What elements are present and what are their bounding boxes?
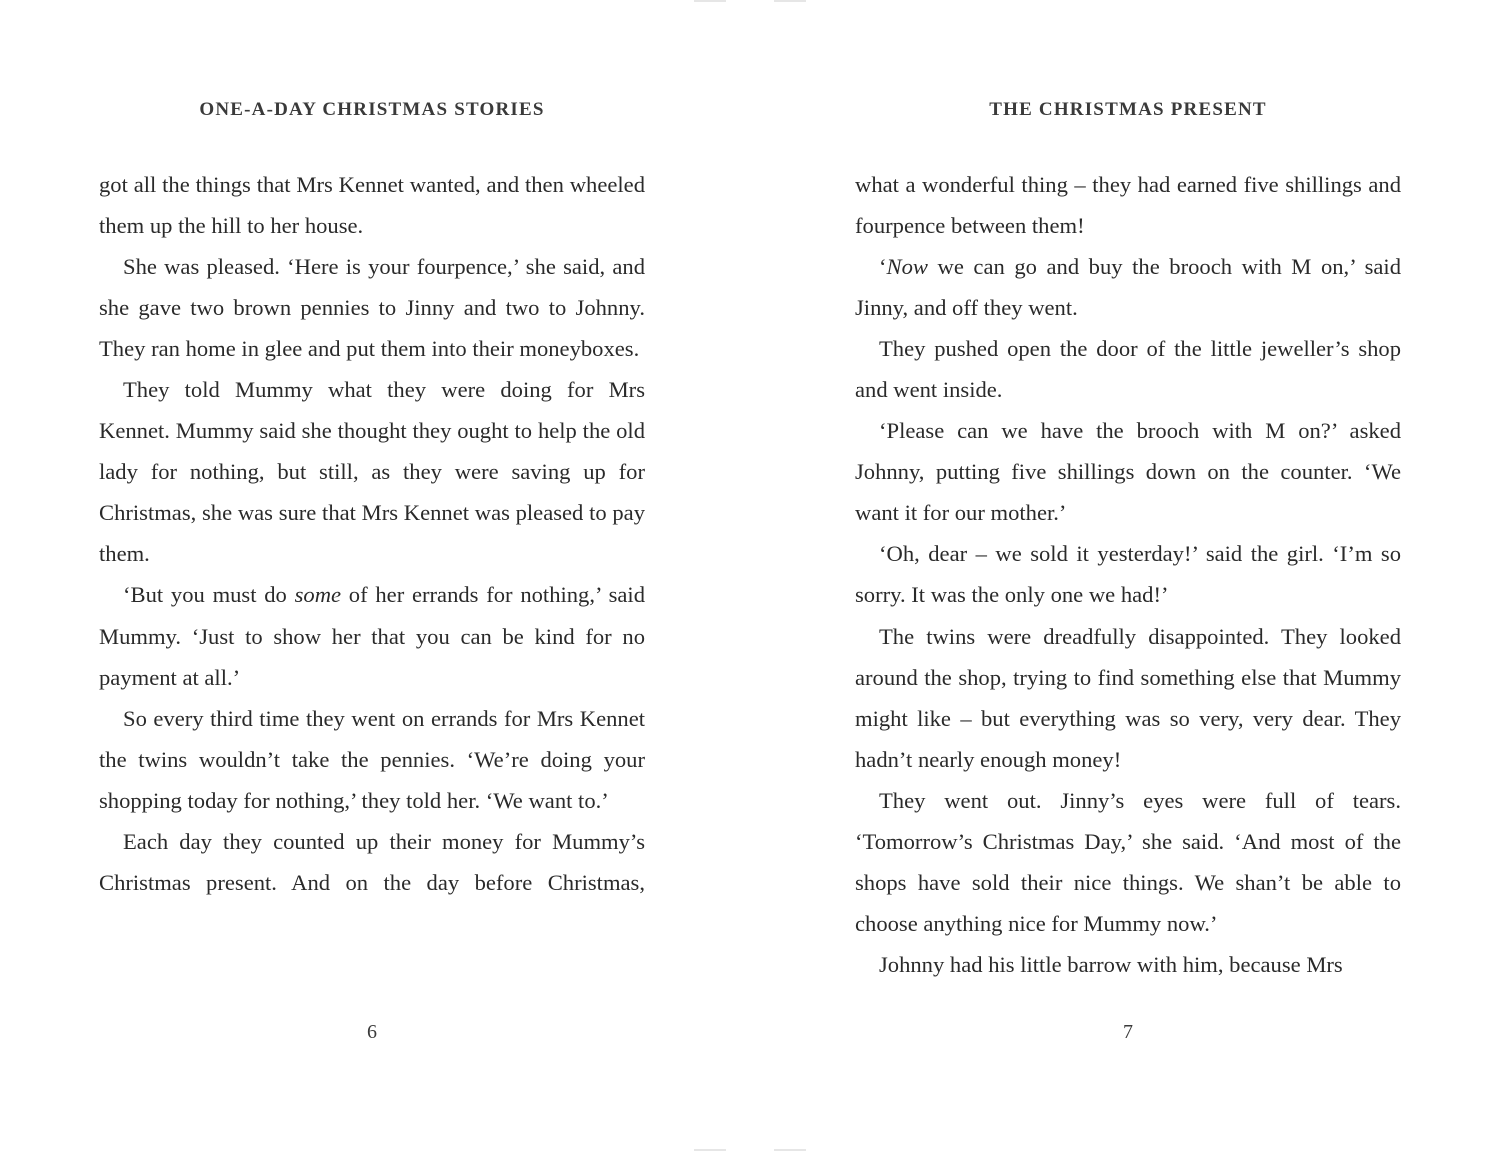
- left-page: [99, 0, 645, 1151]
- running-head-right: THE CHRISTMAS PRESENT: [989, 99, 1267, 120]
- text-run: ‘: [879, 254, 887, 280]
- running-head-left: ONE-A-DAY CHRISTMAS STORIES: [199, 99, 545, 120]
- text-run: of her errands for nothing,’ said Mummy. ‘Just to show her that you can be kind for no payment at all.’: [99, 582, 645, 690]
- paragraph: what a wonderful thing – they had earned five shillings and fourpence between them!: [855, 172, 1401, 239]
- text-run: ‘But you must do: [123, 582, 295, 608]
- paragraph: They pushed open the door of the little jeweller’s shop and went inside.: [855, 336, 1401, 403]
- paragraph: Each day they counted up their money for Mummy’s Christmas present. And on the day before Christmas,: [99, 828, 645, 895]
- paragraph: They went out. Jinny’s eyes were full of tears. ‘Tomorrow’s Christmas Day,’ she said. ‘And most of the shops have sold their nice things. We shan’t be able to choose anything nice for Mummy now.’: [855, 787, 1401, 936]
- paragraph: So every third time they went on errands for Mrs Kennet the twins wouldn’t take the pennies. ‘We’re doing your shopping today for nothing,’ they told her. ‘We want to.’: [99, 705, 645, 813]
- gutter-mark-top-left: [694, 0, 726, 2]
- emphasis-text: some: [294, 582, 342, 608]
- paragraph: Johnny had his little barrow with him, because Mrs: [879, 951, 1343, 977]
- paragraph: She was pleased. ‘Here is your fourpence,’ she said, and she gave two brown pennies to Jinny and two to Johnny. They ran home in glee and put them into their moneyboxes.: [99, 254, 645, 362]
- paragraph: [99, 574, 645, 697]
- paragraph: ‘Please can we have the brooch with M on?’ asked Johnny, putting five shillings down on the counter. ‘We want it for our mother.’: [855, 418, 1401, 526]
- right-page: [855, 0, 1401, 1151]
- gutter-mark-top-right: [774, 0, 806, 2]
- paragraph: [855, 246, 1401, 328]
- page-number-left: 6: [367, 1021, 377, 1043]
- paragraph: They told Mummy what they were doing for Mrs Kennet. Mummy said she thought they ought to help the old lady for nothing, but still, as they were saving up for Christmas, she was sure that Mrs Kennet was pleased to pay them.: [99, 377, 645, 567]
- left-page-body: [99, 164, 645, 903]
- emphasis-text: Now: [886, 254, 928, 280]
- paragraph: ‘Oh, dear – we sold it yesterday!’ said the girl. ‘I’m so sorry. It was the only one we had!’: [855, 541, 1401, 608]
- right-page-body: [855, 164, 1401, 985]
- page-number-right: 7: [1123, 1021, 1133, 1043]
- text-run: we can go and buy the brooch with M on,’ said Jinny, and off they went.: [855, 254, 1401, 321]
- paragraph: The twins were dreadfully disappointed. They looked around the shop, trying to find something else that Mummy might like – but everything was so very, very dear. They hadn’t nearly enough money!: [855, 623, 1401, 772]
- paragraph: got all the things that Mrs Kennet wanted, and then wheeled them up the hill to her house.: [99, 172, 645, 239]
